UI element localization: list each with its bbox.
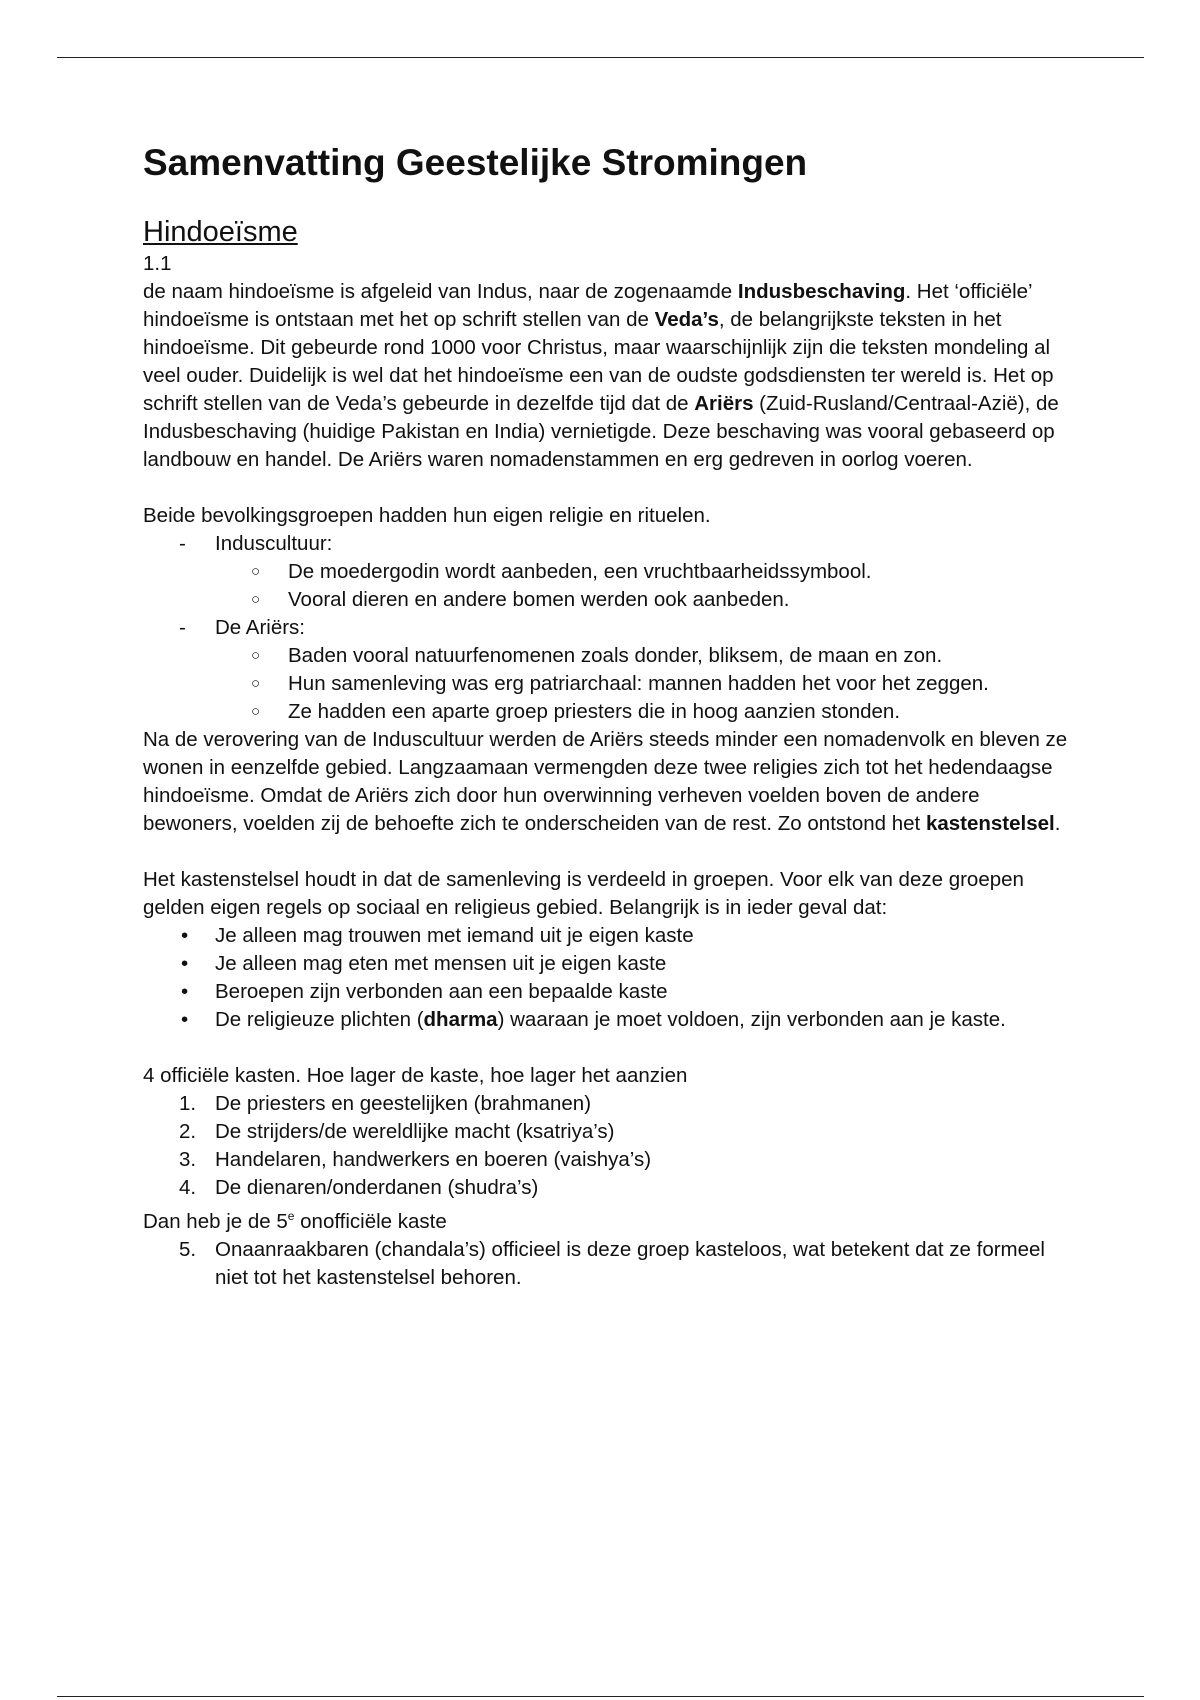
caste-number: 3.: [179, 1148, 197, 1171]
sublist-item-text: Baden vooral natuurfenomenen zoals donder, bliksem, de maan en zon.: [288, 644, 943, 667]
caste-text: Handelaren, handwerkers en boeren (vaishya’s): [215, 1148, 652, 1171]
text-run: Beroepen zijn verbonden aan een bepaalde kaste: [215, 980, 668, 1003]
caste-text: Onaanraakbaren (chandala’s) officieel is deze groep kasteloos, wat betekent dat ze formeel niet tot het kastenstelsel behoren.: [215, 1237, 1045, 1289]
text-run: , de belangrijkste teksten in het hindoeïsme. Dit gebeurde rond 1000 voor Christus, maar waarschijnlijk zijn die teksten mondeling al veel ouder. Duidelijk is wel dat het hindoeïsme een van de oudste godsdiensten ter wereld is. Het op schrift stellen van de Veda’s gebeurde in dezelfde tijd dat de: [143, 308, 1054, 415]
fifth-intro-before: Dan heb je de 5: [143, 1209, 288, 1233]
sublist-item-text: Vooral dieren en andere bomen werden ook aanbeden.: [288, 588, 790, 611]
caste-text: De priesters en geestelijken (brahmanen): [215, 1092, 592, 1115]
sublist-induscultuur: [143, 558, 1073, 614]
caste-item: [143, 1090, 1073, 1118]
text-run: ) waaraan je moet voldoen, zijn verbonden aan je kaste.: [497, 1008, 1006, 1031]
sublist-item: [143, 698, 1073, 726]
bullet-text: [215, 978, 1073, 1006]
text-run: Na de verovering van de Induscultuur werden de Ariërs steeds minder een nomadenvolk en bleven ze wonen in eenzelfde gebied. Langzaamaan vermengden deze twee religies zich tot het hedendaagse hindoeïsme. Omdat de Ariërs zich door hun overwinning verheven voelden boven de andere bewoners, voelden zij de behoefte zich te onderscheiden van de rest. Zo ontstond het: [143, 728, 1068, 835]
dash-marker: -: [179, 616, 186, 639]
text-run: Je alleen mag trouwen met iemand uit je eigen kaste: [215, 924, 694, 947]
paragraph-groups-intro: Beide bevolkingsgroepen hadden hun eigen religie en rituelen.: [143, 504, 711, 527]
page-title: Samenvatting Geestelijke Stromingen: [143, 142, 808, 183]
text-run: De religieuze plichten (: [215, 1008, 424, 1031]
caste-number: 2.: [179, 1120, 197, 1143]
bullet-marker: •: [181, 1008, 189, 1031]
text-run: . Het ‘officiële’ hindoeïsme is ontstaan met het op schrift stellen van de: [143, 280, 1032, 331]
caste-number: 4.: [179, 1176, 197, 1199]
bold-term: Indusbeschaving: [737, 280, 906, 303]
dash-marker: -: [179, 532, 186, 555]
bullet-text: [215, 922, 1073, 950]
text-run: Je alleen mag eten met mensen uit je eigen kaste: [215, 952, 667, 975]
bullet-item: [143, 1006, 1073, 1034]
section-number: 1.1: [143, 252, 172, 275]
circle-marker: ○: [251, 563, 261, 580]
bold-term: kastenstelsel: [925, 812, 1055, 835]
sublist-ariers: [143, 642, 1073, 726]
bullet-item: [143, 978, 1073, 1006]
bold-term: dharma: [423, 1008, 498, 1031]
circle-marker: ○: [251, 647, 261, 664]
sublist-item: [143, 642, 1073, 670]
circle-marker: ○: [251, 675, 261, 692]
sublist-item-text: Hun samenleving was erg patriarchaal: mannen hadden het voor het zeggen.: [288, 672, 989, 695]
caste-number: 5.: [179, 1237, 197, 1261]
bullet-marker: •: [181, 952, 189, 975]
sublist-item: [143, 670, 1073, 698]
text-run: (Zuid-Rusland/Centraal-Azië), de Indusbeschaving (huidige Pakistan en India) vernietigde. Deze beschaving was vooral gebaseerd op landbouw en handel. De Ariërs waren nomadenstammen en erg gedreven in oorlog voeren.: [143, 392, 1059, 471]
fifth-intro-sup: e: [287, 1209, 295, 1223]
paragraph-kastenstelsel: Het kastenstelsel houdt in dat de samenleving is verdeeld in groepen. Voor elk van deze groepen gelden eigen regels op sociaal en religieus gebied. Belangrijk is in ieder geval dat:: [143, 868, 1024, 919]
sublist-item: [143, 586, 1073, 614]
paragraph-kastenstelsel-origin: [143, 726, 1073, 838]
list-item-ariers: [143, 614, 1073, 642]
circle-marker: ○: [251, 703, 261, 720]
sublist-item-text: De moedergodin wordt aanbeden, een vruchtbaarheidssymbool.: [288, 560, 872, 583]
footer-rule: [57, 1696, 1144, 1697]
sublist-item-text: Ze hadden een aparte groep priesters die in hoog aanzien stonden.: [288, 700, 901, 723]
bullet-text: [215, 1006, 1073, 1034]
header-rule: [57, 57, 1144, 58]
bullet-text: [215, 950, 1073, 978]
bold-term: Veda’s: [654, 308, 719, 331]
paragraph-intro: [143, 278, 1073, 474]
bullet-item: [143, 922, 1073, 950]
list-item-label: De Ariërs:: [215, 616, 305, 639]
castes-list: [143, 1090, 1073, 1202]
bullet-marker: •: [181, 924, 189, 947]
caste-item: [143, 1174, 1073, 1202]
castes-intro: 4 officiële kasten. Hoe lager de kaste, hoe lager het aanzien: [143, 1064, 688, 1087]
fifth-caste-intro: [143, 1202, 1073, 1236]
list-item-label: Induscultuur:: [215, 532, 333, 555]
bullet-item: [143, 950, 1073, 978]
bold-term: Ariërs: [694, 392, 754, 415]
caste-item: [143, 1146, 1073, 1174]
circle-marker: ○: [251, 591, 261, 608]
text-run: .: [1054, 812, 1061, 835]
bullet-list: [143, 922, 1073, 1034]
section-heading: Hindoeïsme: [143, 216, 298, 248]
document-body: [143, 140, 1073, 1292]
caste-text: De dienaren/onderdanen (shudra’s): [215, 1176, 539, 1199]
fifth-intro-after: onofficiële kaste: [294, 1209, 447, 1233]
caste-number: 1.: [179, 1092, 197, 1115]
caste-text: De strijders/de wereldlijke macht (ksatriya’s): [215, 1120, 615, 1143]
sublist-item: [143, 558, 1073, 586]
bullet-marker: •: [181, 980, 189, 1003]
text-run: de naam hindoeïsme is afgeleid van Indus, naar de zogenaamde: [143, 280, 738, 303]
caste-item-fifth: [143, 1236, 1073, 1292]
caste-item: [143, 1118, 1073, 1146]
list-item-induscultuur: [143, 530, 1073, 558]
